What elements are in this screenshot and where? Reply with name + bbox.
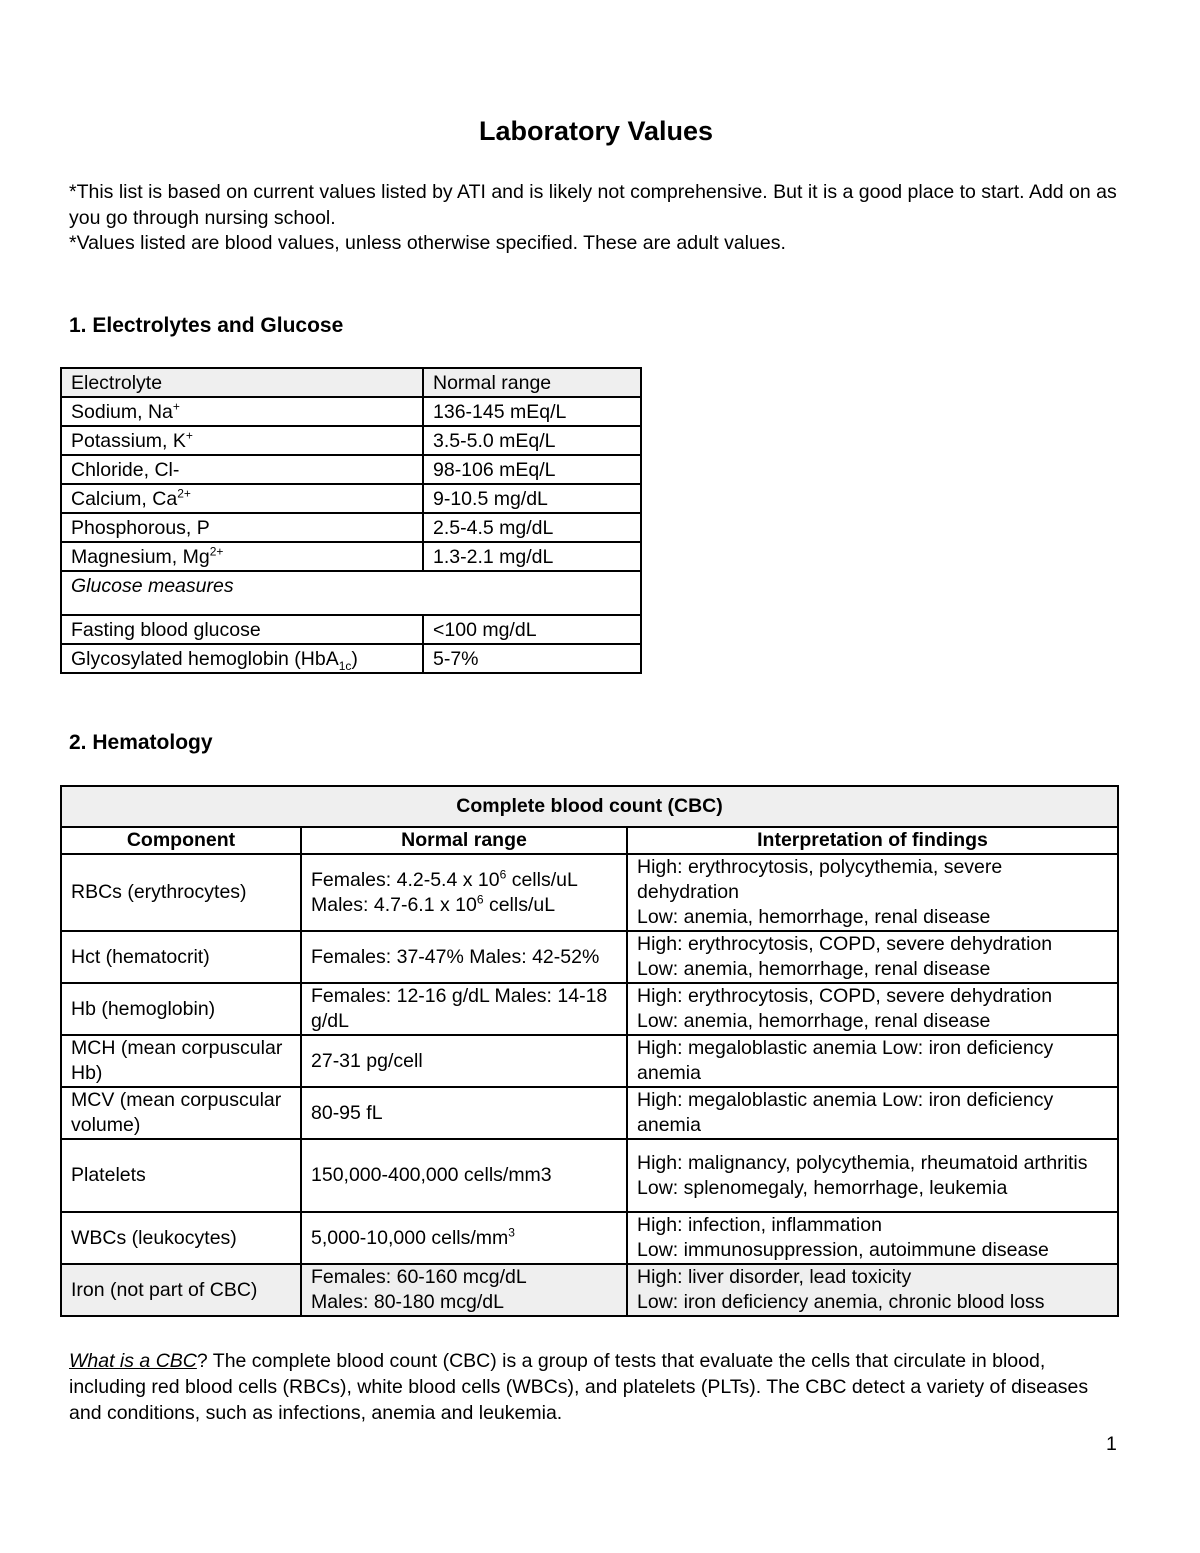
electrolytes-table (60, 367, 642, 674)
interpretation: High: erythrocytosis, COPD, severe dehydration Low: anemia, hemorrhage, renal disease (627, 983, 1118, 1035)
electrolyte-name: Phosphorous, P (61, 513, 423, 542)
interpretation: High: liver disorder, lead toxicity Low: iron deficiency anemia, chronic blood loss (627, 1264, 1118, 1316)
interpretation: High: erythrocytosis, polycythemia, severe dehydration Low: anemia, hemorrhage, renal disease (627, 854, 1118, 931)
table-row (61, 615, 641, 644)
table-subheader-row (61, 571, 641, 615)
note-ati: *This list is based on current values listed by ATI and is likely not comprehensive. But it is a good place to start. Add on as you go through nursing school. (69, 181, 1117, 229)
cbc-table (60, 785, 1119, 1317)
normal-range: 150,000-400,000 cells/mm3 (301, 1139, 627, 1212)
interpretation: High: erythrocytosis, COPD, severe dehydration Low: anemia, hemorrhage, renal disease (627, 931, 1118, 983)
column-header-normal-range: Normal range (301, 827, 627, 854)
table-row (61, 1264, 1118, 1316)
section-heading-electrolytes: 1. Electrolytes and Glucose (69, 314, 344, 337)
table-header-row (61, 368, 641, 397)
component-name: Hb (hemoglobin) (61, 983, 301, 1035)
section-heading-hematology: 2. Hematology (69, 731, 213, 754)
table-row (61, 542, 641, 571)
page-title: Laboratory Values (478, 116, 714, 146)
column-header-normal-range: Normal range (423, 368, 641, 397)
glucose-measure-range: <100 mg/dL (423, 615, 641, 644)
normal-range: Females: 37-47% Males: 42-52% (301, 931, 627, 983)
table-row (61, 854, 1118, 931)
interpretation: High: malignancy, polycythemia, rheumatoid arthritis Low: splenomegaly, hemorrhage, leukemia (627, 1139, 1118, 1212)
table-caption-row (61, 786, 1118, 827)
column-header-interpretation: Interpretation of findings (627, 827, 1118, 854)
normal-range: Females: 60-160 mcg/dL Males: 80-180 mcg/dL (301, 1264, 627, 1316)
table-row (61, 931, 1118, 983)
normal-range: 27-31 pg/cell (301, 1035, 627, 1087)
interpretation: High: infection, inflammation Low: immunosuppression, autoimmune disease (627, 1212, 1118, 1264)
cbc-question: What is a CBC (69, 1350, 197, 1372)
normal-range: 5,000-10,000 cells/$mm^3$ (301, 1212, 627, 1264)
column-header-component: Component (61, 827, 301, 854)
page-number: 1 (1106, 1433, 1117, 1455)
table-row (61, 1035, 1118, 1087)
table-header-row (61, 827, 1118, 854)
table-row (61, 484, 641, 513)
table-row (61, 983, 1118, 1035)
glucose-measure-range: 5-7% (423, 644, 641, 673)
electrolyte-range: 136-145 mEq/L (423, 397, 641, 426)
glucose-measure-name: Fasting blood glucose (61, 615, 423, 644)
component-name: MCH (mean corpuscular Hb) (61, 1035, 301, 1087)
component-name: Iron (not part of CBC) (61, 1264, 301, 1316)
cbc-table-caption: Complete blood count (CBC) (61, 786, 1118, 827)
glucose-measure-name: Glycosylated hemoglobin (HbA$_{1c}$) (61, 644, 423, 673)
electrolyte-name: Chloride, Cl- (61, 455, 423, 484)
cbc-answer: ? The complete blood count (CBC) is a group of tests that evaluate the cells that circulate in blood, including red blood cells (RBCs), white blood cells (WBCs), and platelets (PLTs). The CBC detect a variety of diseases and conditions, such as infections, anemia and leukemia. (69, 1350, 1089, 1424)
table-row (61, 397, 641, 426)
component-name: Hct (hematocrit) (61, 931, 301, 983)
electrolyte-name: Potassium, K+ (61, 426, 423, 455)
normal-range: 80-95 fL (301, 1087, 627, 1139)
table-row (61, 644, 641, 673)
table-row (61, 513, 641, 542)
electrolyte-range: 3.5-5.0 mEq/L (423, 426, 641, 455)
table-row (61, 1087, 1118, 1139)
note-blood-values: *Values listed are blood values, unless otherwise specified. These are adult values. (69, 232, 786, 254)
electrolyte-range: 2.5-4.5 mg/dL (423, 513, 641, 542)
table-row (61, 1212, 1118, 1264)
normal-range: Females: 4.2-5.4 x $10^6$ cells/uL Males: 4.7-6.1 x $10^6$ cells/uL (301, 854, 627, 931)
column-header-electrolyte: Electrolyte (61, 368, 423, 397)
table-row (61, 455, 641, 484)
electrolyte-name: Sodium, Na+ (61, 397, 423, 426)
component-name: MCV (mean corpuscular volume) (61, 1087, 301, 1139)
cbc-explanation (69, 1348, 1119, 1426)
interpretation: High: megaloblastic anemia Low: iron deficiency anemia (627, 1035, 1118, 1087)
component-name: WBCs (leukocytes) (61, 1212, 301, 1264)
interpretation: High: megaloblastic anemia Low: iron deficiency anemia (627, 1087, 1118, 1139)
component-name: Platelets (61, 1139, 301, 1212)
electrolyte-name: Calcium, $Ca^{2+}$ (61, 484, 423, 513)
normal-range: Females: 12-16 g/dL Males: 14-18 g/dL (301, 983, 627, 1035)
component-name: RBCs (erythrocytes) (61, 854, 301, 931)
glucose-measures-title: Glucose measures (61, 571, 641, 615)
table-row (61, 426, 641, 455)
table-row (61, 1139, 1118, 1212)
electrolyte-range: 9-10.5 mg/dL (423, 484, 641, 513)
electrolyte-range: 1.3-2.1 mg/dL (423, 542, 641, 571)
electrolyte-range: 98-106 mEq/L (423, 455, 641, 484)
electrolyte-name: Magnesium, $Mg^{2+}$ (61, 542, 423, 571)
